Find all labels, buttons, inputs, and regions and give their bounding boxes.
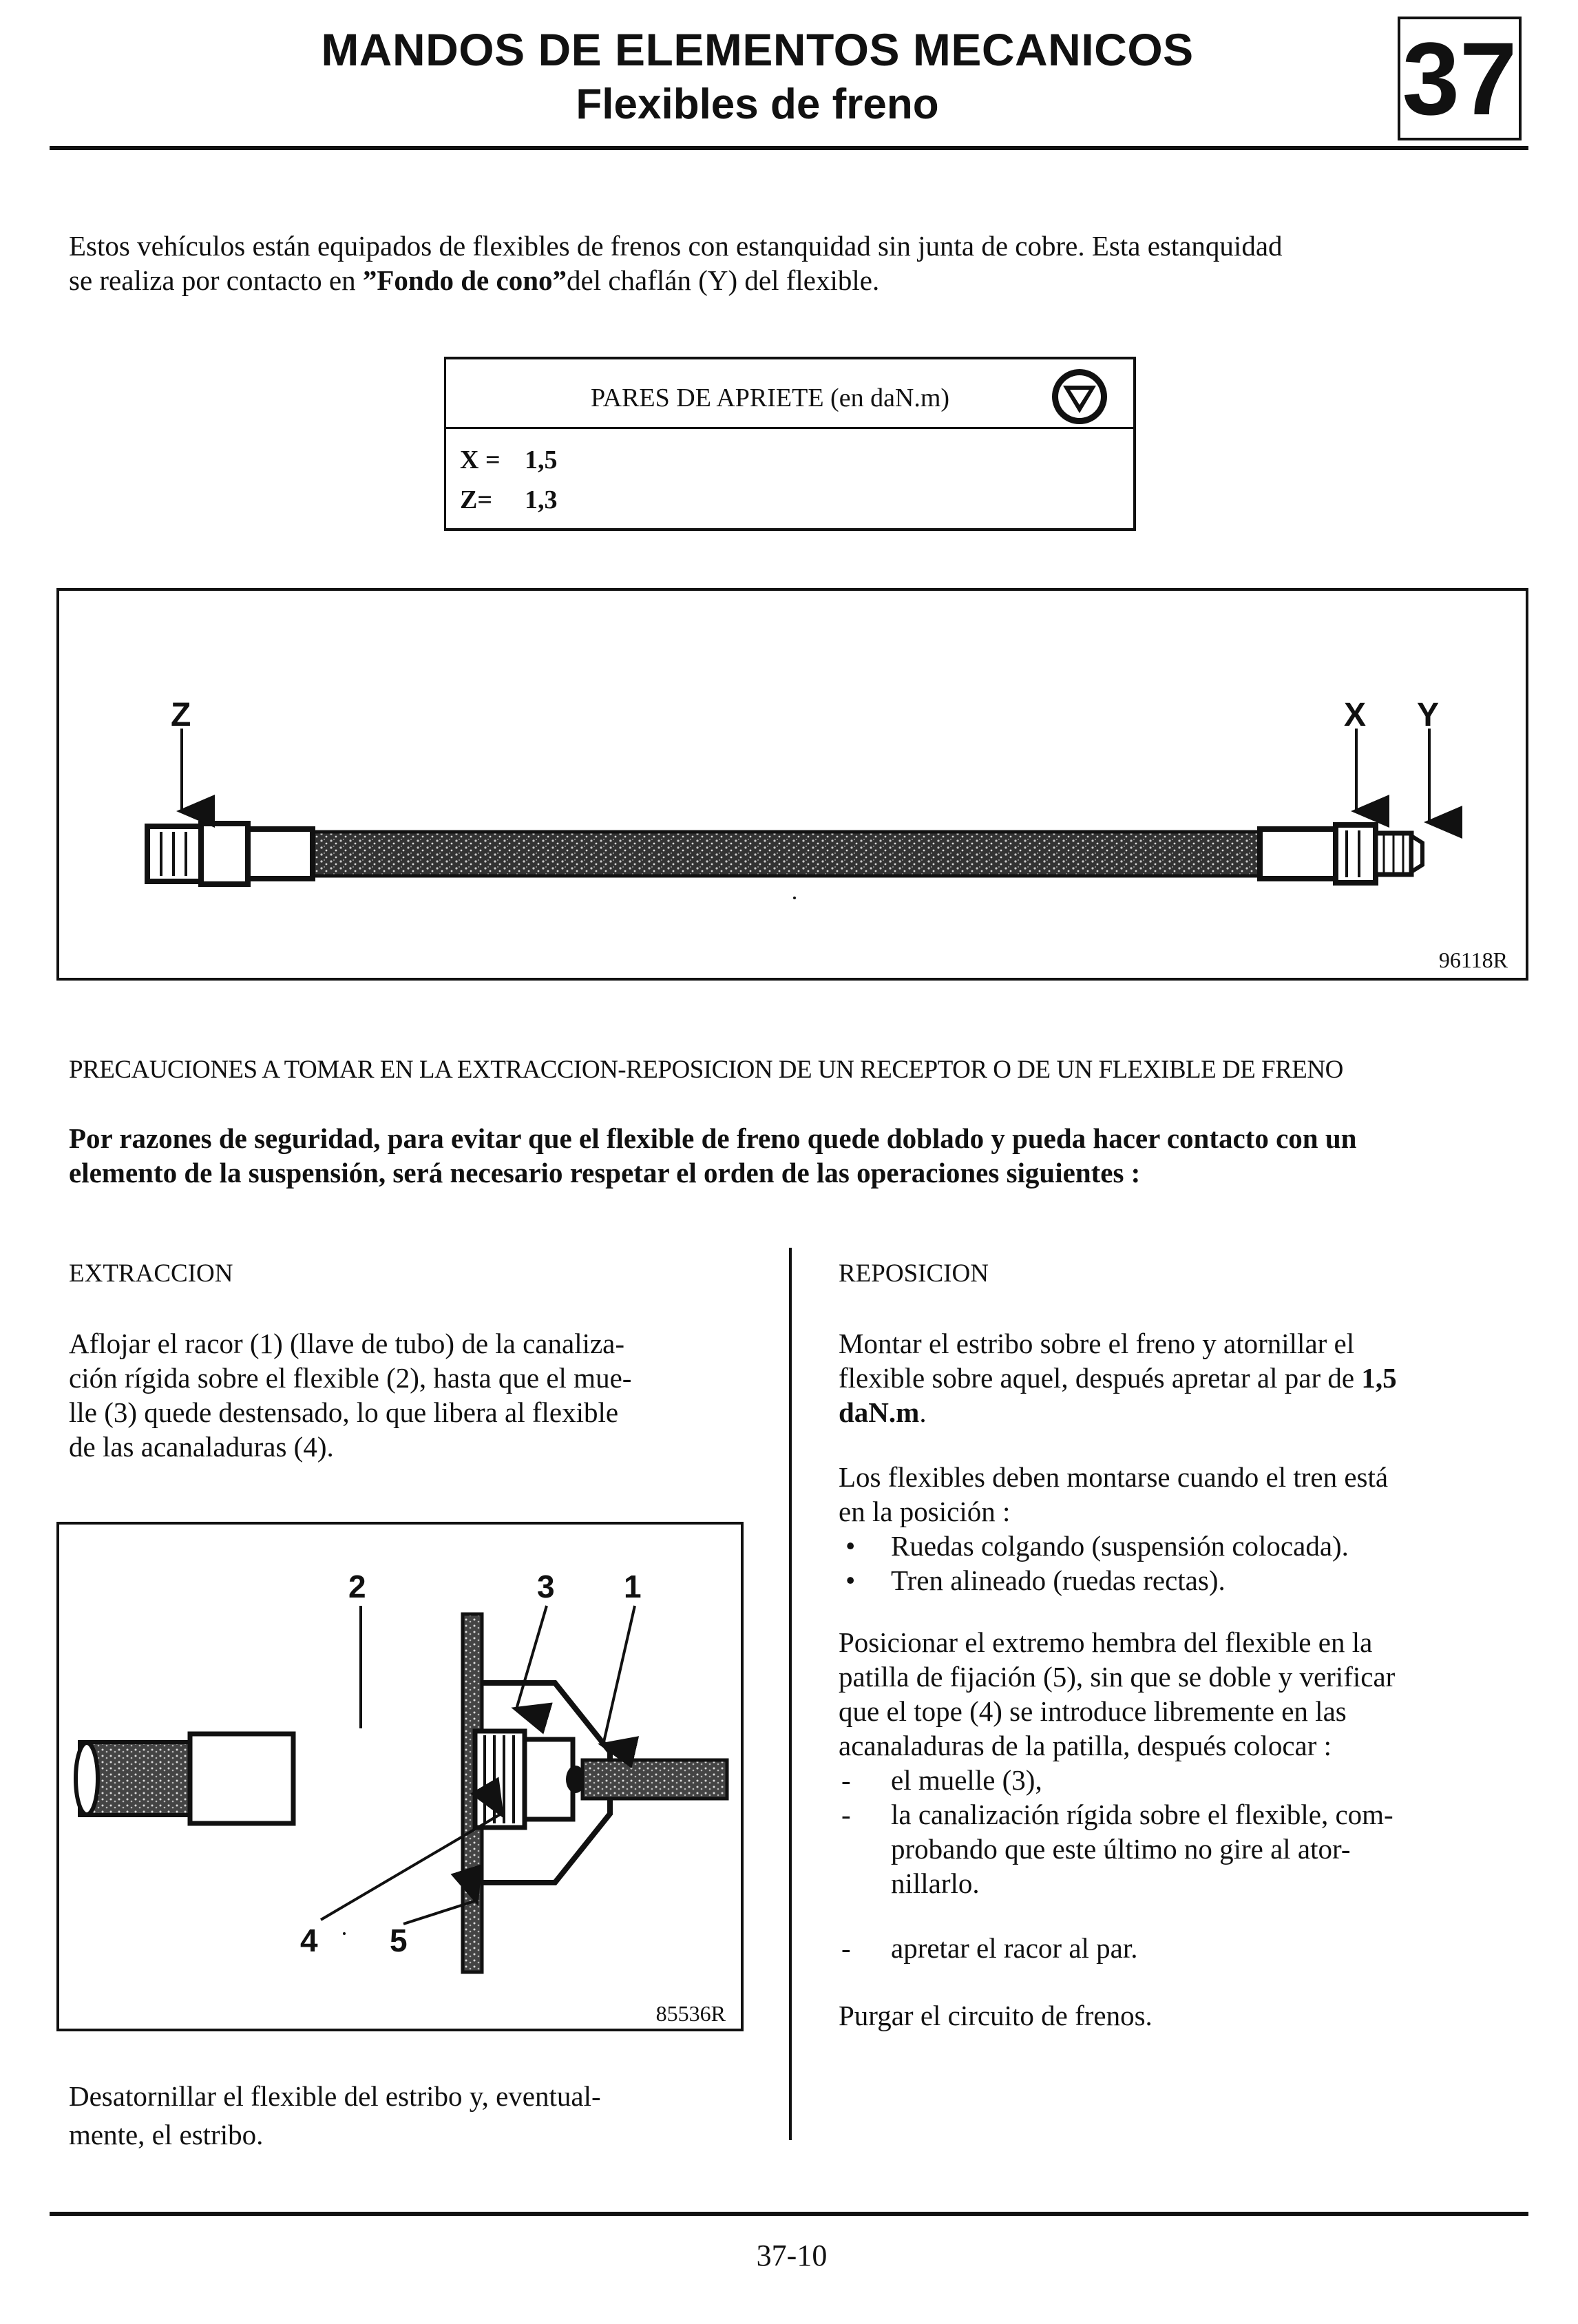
page-number: 37-10 — [756, 2239, 828, 2272]
torque-row-z — [460, 485, 558, 515]
label-5: 5 — [390, 1923, 408, 1958]
label-3: 3 — [537, 1569, 555, 1604]
torque-unit-bold: daN.m — [839, 1396, 920, 1428]
leader-1 — [603, 1606, 635, 1745]
torque-value-z: 1,3 — [525, 485, 558, 514]
page-title: MANDOS DE ELEMENTOS MECANICOS — [321, 24, 1194, 75]
dash-text-2-line-2: probando que este último no gire al ator- — [891, 1833, 1351, 1865]
precautions-line-1: Por razones de seguridad, para evitar que el flexible de freno quede doblado y pueda hacer contacto con un — [69, 1122, 1357, 1154]
torque-table — [444, 357, 1136, 531]
reposicion-p2-line-2: en la posición : — [839, 1496, 1011, 1527]
torque-label-z: Z= — [460, 485, 492, 514]
reposicion-p3-line-2: patilla de fijación (5), sin que se doble y verificar — [839, 1661, 1396, 1693]
bracket-assembly-drawing — [59, 1525, 741, 2029]
reposicion-p2-line-1: Los flexibles deben montarse cuando el tren está — [839, 1461, 1389, 1493]
figure-ref-96118R: 96118R — [1438, 948, 1508, 972]
label-2: 2 — [348, 1569, 366, 1604]
torque-value-x: 1,5 — [525, 446, 558, 474]
cone-chamfer — [1411, 836, 1422, 872]
reposicion-paragraph-1 — [839, 1326, 1397, 1430]
torque-table-divider — [446, 427, 1133, 429]
label-4: 4 — [300, 1923, 318, 1958]
dash-text-2-line-3: nillarlo. — [891, 1867, 980, 1899]
figure-ref-85536R: 85536R — [655, 2001, 726, 2026]
fitting-left-collar — [201, 824, 248, 884]
intro-line-2 — [69, 263, 879, 297]
torque-label-x: X = — [460, 446, 501, 474]
bullet-item-1 — [839, 1529, 1388, 1563]
extraccion-paragraph-2 — [69, 2077, 601, 2154]
rigid-pipe — [582, 1760, 727, 1799]
intro-line-2-pre: se realiza por contacto en — [69, 264, 363, 296]
label-1: 1 — [624, 1569, 642, 1604]
dash-item-2 — [839, 1797, 1395, 1901]
reposicion-p3-line-3: que el tope (4) se introduce libremente en las — [839, 1695, 1347, 1727]
torque-table-title: PARES DE APRIETE (en daN.m) — [591, 384, 950, 412]
bullet-text-2: Tren alineado (ruedas rectas). — [891, 1564, 1225, 1596]
label-z: Z — [171, 697, 191, 733]
dash-text-2 — [891, 1797, 1393, 1901]
extraccion-heading: EXTRACCION — [69, 1259, 233, 1288]
label-y: Y — [1417, 697, 1440, 733]
dash-mark-1: - — [841, 1764, 851, 1796]
precautions-line-2: elemento de la suspensión, será necesario respetar el orden de las operaciones siguientes : — [69, 1157, 1141, 1189]
extraccion-p1-line-4: de las acanaladuras (4). — [69, 1431, 334, 1463]
header-rule — [50, 146, 1528, 150]
fitting-right-sleeve — [1260, 829, 1336, 879]
dash-text-1: el muelle (3), — [891, 1764, 1042, 1796]
footer-rule — [50, 2212, 1528, 2216]
figure-brake-hose — [56, 588, 1528, 981]
reposicion-paragraph-2 — [839, 1460, 1388, 1598]
extraccion-paragraph-1 — [69, 1326, 631, 1464]
reposicion-p3-line-1: Posicionar el extremo hembra del flexible en la — [839, 1626, 1373, 1658]
dash-text-3: apretar el racor al par. — [891, 1932, 1138, 1964]
page-subtitle: Flexibles de freno — [576, 81, 939, 128]
reposicion-paragraph-3 — [839, 1625, 1395, 1901]
dash-mark-3: - — [841, 1932, 851, 1964]
bullet-item-2 — [839, 1563, 1388, 1598]
column-divider — [789, 1248, 792, 2140]
dash-item-1 — [839, 1763, 1395, 1797]
extraccion-p2-line-2: mente, el estribo. — [69, 2119, 264, 2150]
fitting-right-hex — [1336, 825, 1376, 883]
bullet-mark-1: • — [845, 1530, 856, 1562]
intro-term-fondo-de-cono: ”Fondo de cono” — [362, 264, 567, 296]
bullet-mark-2: • — [845, 1564, 856, 1596]
torque-value-bold: 1,5 — [1361, 1362, 1397, 1394]
reposicion-p3-line-4: acanaladuras de la patilla, después colocar : — [839, 1730, 1332, 1761]
reposicion-paragraph-4: Purgar el circuito de frenos. — [839, 2000, 1153, 2031]
extraccion-p2-line-1: Desatornillar el flexible del estribo y, eventual- — [69, 2080, 601, 2112]
dash-mark-2: - — [841, 1799, 851, 1830]
union-nut-1 — [525, 1739, 573, 1819]
leader-3 — [516, 1606, 547, 1709]
brake-hose-drawing — [59, 591, 1526, 978]
reposicion-p1-line-1: Montar el estribo sobre el freno y atornillar el — [839, 1328, 1355, 1359]
intro-line-1: Estos vehículos están equipados de flexibles de frenos con estanquidad sin junta de cobre. Esta estanquidad — [69, 230, 1283, 262]
reposicion-p1-line-3-end: . — [919, 1396, 927, 1428]
hose-end-sleeve — [190, 1734, 293, 1823]
torque-wrench-icon — [1045, 366, 1114, 427]
reposicion-heading: REPOSICION — [839, 1259, 989, 1288]
torque-row-x — [460, 445, 558, 475]
precautions-heading: PRECAUCIONES A TOMAR EN LA EXTRACCION-REPOSICION DE UN RECEPTOR O DE UN FLEXIBLE DE FRENO — [69, 1056, 1343, 1084]
dash-item-3 — [839, 1931, 1458, 1965]
dash-text-2-line-1: la canalización rígida sobre el flexible, com- — [891, 1799, 1393, 1830]
extraccion-p1-line-2: ción rígida sobre el flexible (2), hasta que el mue- — [69, 1362, 632, 1394]
intro-line-2-post: del chaflán (Y) del flexible. — [567, 264, 880, 296]
bullet-text-1: Ruedas colgando (suspensión colocada). — [891, 1530, 1349, 1562]
extraccion-p1-line-3: lle (3) quede destensado, lo que libera al flexible — [69, 1396, 619, 1428]
extraccion-p1-line-1: Aflojar el racor (1) (llave de tubo) de la canaliza- — [69, 1328, 625, 1359]
figure-bracket-assembly — [56, 1522, 744, 2031]
reposicion-p1-line-2 — [839, 1361, 1397, 1395]
label-x: X — [1344, 697, 1367, 733]
reposicion-p1-line-2-text: flexible sobre aquel, después apretar al par de — [839, 1362, 1362, 1394]
section-number-box: 37 — [1398, 17, 1522, 140]
reposicion-p1-line-3 — [839, 1395, 1397, 1430]
fitting-left-sleeve — [248, 829, 313, 879]
hose-body — [310, 832, 1329, 876]
